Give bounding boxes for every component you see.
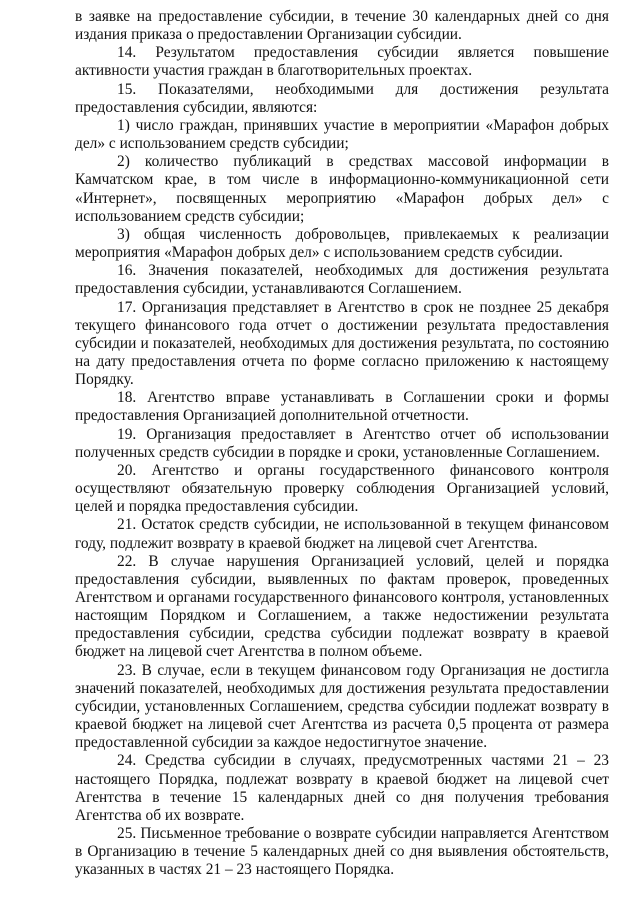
paragraph-22: 22. В случае нарушения Организацией условий, целей и порядка предоставления субсидии, выявленных по фактам проверок, проведенных Агентством и органами государственного финансового контроля, установленных настоящим Порядком и Соглашением, а также недостижении результата предоставления субсидии, средства субсидии подлежат возврату в краевой бюджет на лицевой счет Агентства в полном объеме.	[75, 552, 609, 661]
paragraph-14: 14. Результатом предоставления субсидии является повышение активности участия граждан в благотворительных проектах.	[75, 44, 609, 80]
paragraph-18: 18. Агентство вправе устанавливать в Соглашении сроки и формы предоставления Организацией дополнительной отчетности.	[75, 389, 609, 425]
paragraph-20: 20. Агентство и органы государственного финансового контроля осуществляют обязательную проверку соблюдения Организацией условий, целей и порядка предоставления субсидии.	[75, 461, 609, 516]
paragraph-24: 24. Средства субсидии в случаях, предусмотренных частями 21 – 23 настоящего Порядка, подлежат возврату в краевой бюджет на лицевой счет Агентства в течение 15 календарных дней со дня получения требования Агентства об их возврате.	[75, 752, 609, 824]
document-body	[75, 8, 609, 880]
paragraph-19: 19. Организация предоставляет в Агентство отчет об использовании полученных средств субсидии в порядке и сроки, установленные Соглашением.	[75, 425, 609, 461]
paragraph-continuation: в заявке на предоставление субсидии, в течение 30 календарных дней со дня издания приказа о предоставлении Организации субсидии.	[75, 8, 609, 44]
paragraph-25: 25. Письменное требование о возврате субсидии направляется Агентством в Организацию в течение 5 календарных дней со дня выявления обстоятельств, указанных в частях 21 – 23 настоящего Порядка.	[75, 825, 609, 879]
paragraph-15-item-1: 1) число граждан, принявших участие в мероприятии «Марафон добрых дел» с использованием средств субсидии;	[75, 116, 609, 153]
paragraph-21: 21. Остаток средств субсидии, не использованной в текущем финансовом году, подлежит возврату в краевой бюджет на лицевой счет Агентства.	[75, 516, 609, 552]
paragraph-16: 16. Значения показателей, необходимых для достижения результата предоставления субсидии, устанавливаются Соглашением.	[75, 262, 609, 298]
paragraph-17: 17. Организация представляет в Агентство в срок не позднее 25 декабря текущего финансового года отчет о достижении результата предоставления субсидии и показателей, необходимых для достижения результата, по состоянию на дату предоставления отчета по форме согласно приложению к настоящему Порядку.	[75, 298, 609, 389]
paragraph-15-item-3: 3) общая численность добровольцев, привлекаемых к реализации мероприятия «Марафон добрых дел» с использованием средств субсидии.	[75, 225, 609, 262]
paragraph-15: 15. Показателями, необходимыми для достижения результата предоставления субсидии, являются:	[75, 80, 609, 116]
paragraph-23: 23. В случае, если в текущем финансовом году Организация не достигла значений показателей, необходимых для достижения результата предоставлении субсидии, установленных Соглашением, средства субсидии подлежат возврату в краевой бюджет на лицевой счет Агентства из расчета 0,5 процента от размера предоставленной субсидии за каждое недостигнутое значение.	[75, 661, 609, 752]
paragraph-15-item-2: 2) количество публикаций в средствах массовой информации в Камчатском крае, в том числе в информационно-коммуникационной сети «Интернет», посвященных мероприятию «Марафон добрых дел» с использованием средств субсидии;	[75, 153, 609, 225]
